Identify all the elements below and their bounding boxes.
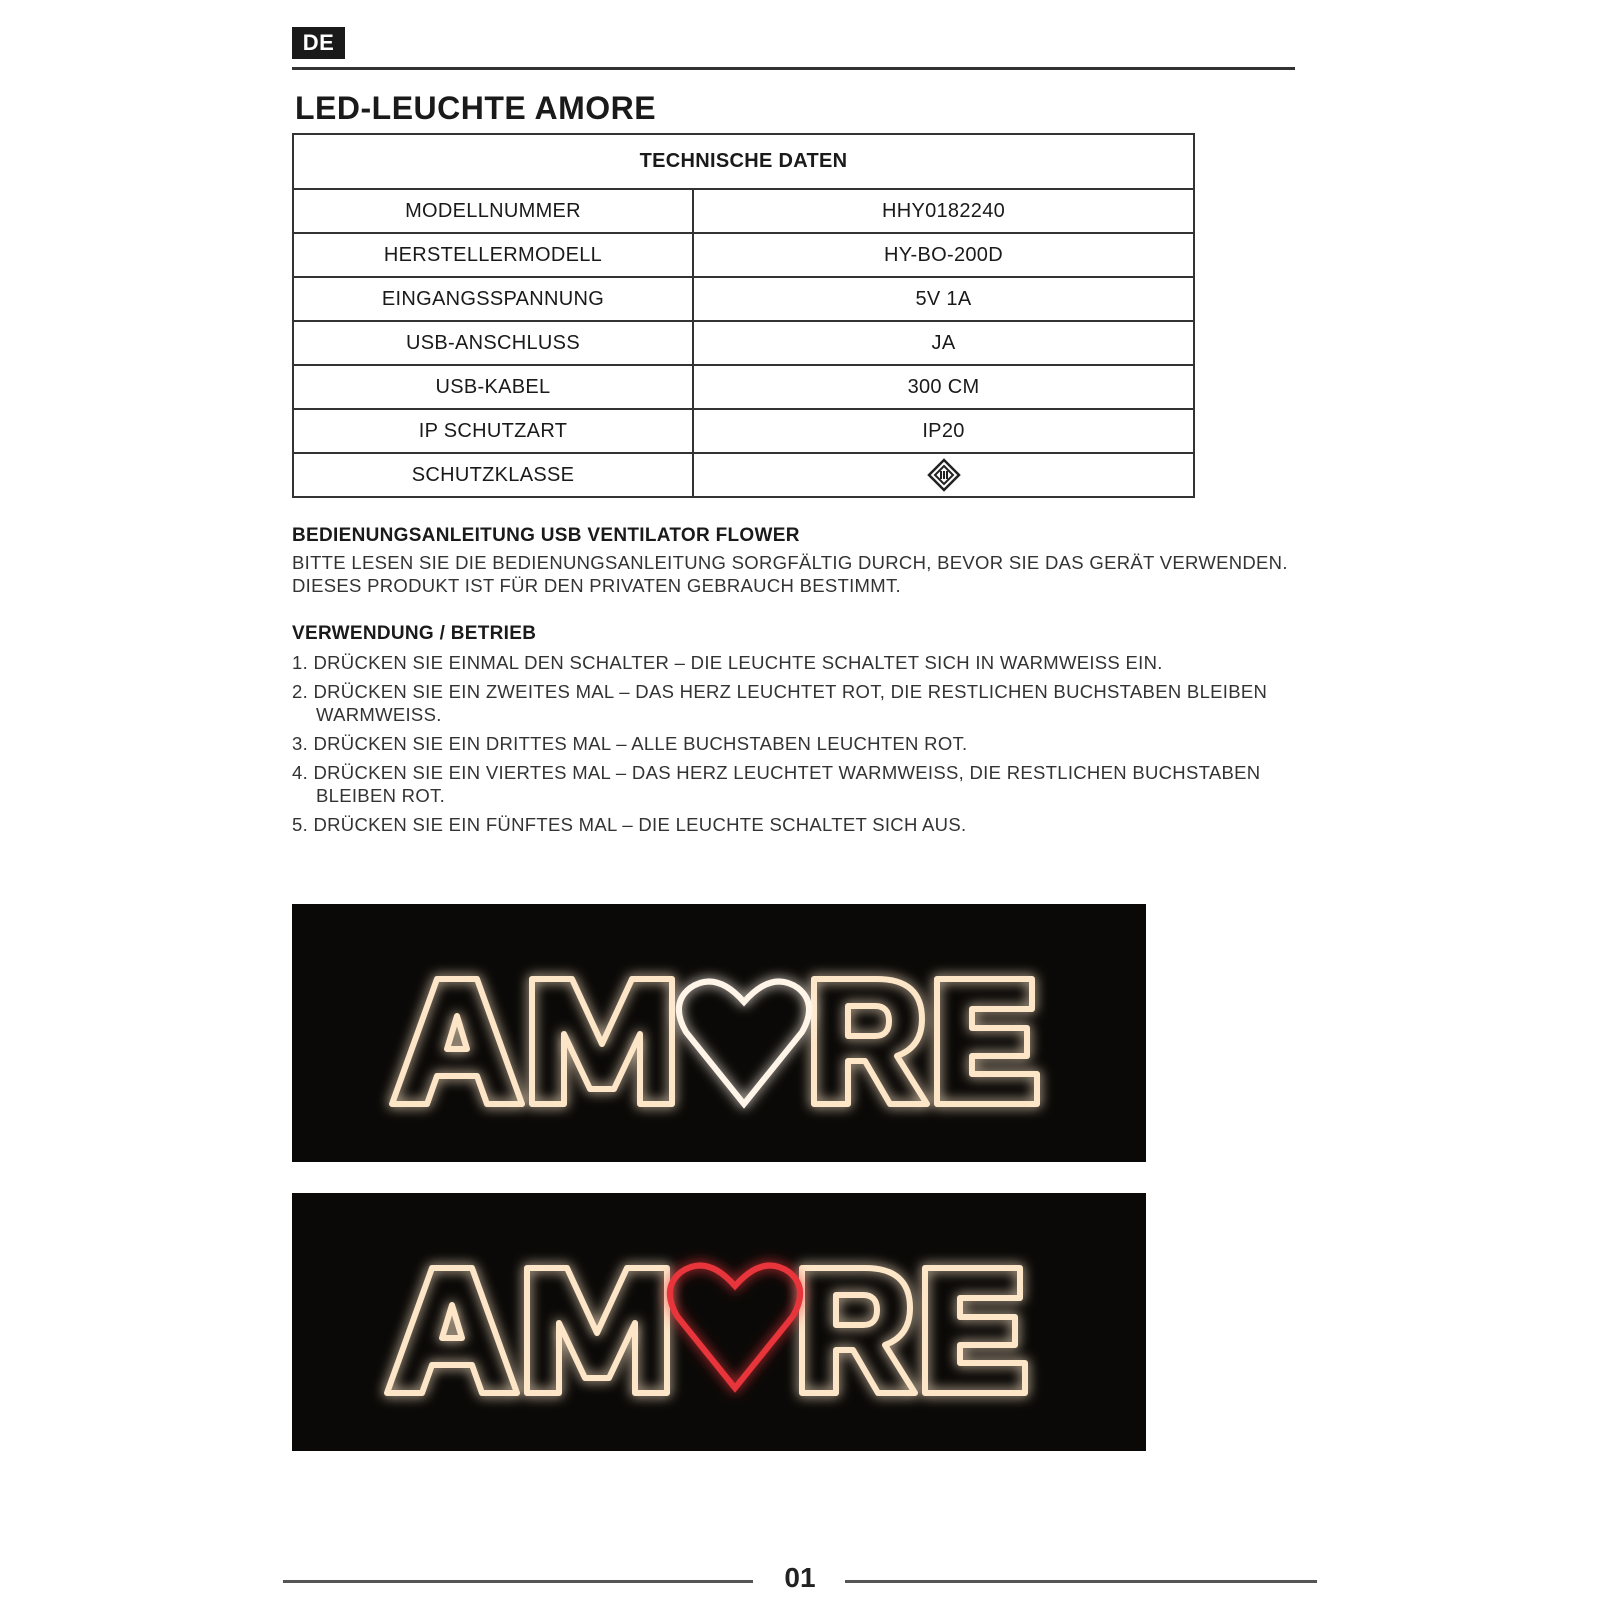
spec-value: 5V 1A xyxy=(693,277,1194,321)
amore-neon-image xyxy=(292,1193,1146,1451)
usage-steps xyxy=(292,651,1302,836)
list-item: 3. DRÜCKEN SIE EIN DRITTES MAL – ALLE BUCHSTABEN LEUCHTEN ROT. xyxy=(292,733,968,754)
manual-text: BITTE LESEN SIE DIE BEDIENUNGSANLEITUNG SORGFÄLTIG DURCH, BEVOR SIE DAS GERÄT VERWENDEN. DIESES PRODUKT IST FÜR DEN PRIVATEN GEBRAUCH BESTIMMT. xyxy=(292,552,1288,596)
usage-heading: VERWENDUNG / BETRIEB xyxy=(292,623,537,644)
spec-label: EINGANGSSPANNUNG xyxy=(293,277,693,321)
table-row xyxy=(293,453,1194,497)
spec-value: 300 CM xyxy=(693,365,1194,409)
list-item: 4. DRÜCKEN SIE EIN VIERTES MAL – DAS HERZ LEUCHTET WARMWEISS, DIE RESTLICHEN BUCHSTABEN BLEIBEN ROT. xyxy=(292,762,1261,806)
table-row xyxy=(293,277,1194,321)
manual-heading: BEDIENUNGSANLEITUNG USB VENTILATOR FLOWER xyxy=(292,525,800,546)
table-row xyxy=(293,189,1194,233)
protection-class-iii-icon xyxy=(927,458,961,492)
language-badge: DE xyxy=(292,27,345,59)
spec-label: IP SCHUTZART xyxy=(293,409,693,453)
spec-label: USB-ANSCHLUSS xyxy=(293,321,693,365)
page-title: LED-LEUCHTE AMORE xyxy=(295,90,657,126)
spec-label: SCHUTZKLASSE xyxy=(293,453,693,497)
amore-neon-image xyxy=(292,904,1146,1162)
list-item: 2. DRÜCKEN SIE EIN ZWEITES MAL – DAS HERZ LEUCHTET ROT, DIE RESTLICHEN BUCHSTABEN BLEIBEN WARMWEISS. xyxy=(292,681,1268,725)
spec-value: HHY0182240 xyxy=(693,189,1194,233)
spec-label: HERSTELLERMODELL xyxy=(293,233,693,277)
table-row xyxy=(293,321,1194,365)
amore-neon-photo-red-heart xyxy=(292,1193,1146,1451)
footer-divider-right xyxy=(845,1580,1317,1583)
list-item: 1. DRÜCKEN SIE EINMAL DEN SCHALTER – DIE LEUCHTE SCHALTET SICH IN WARMWEISS EIN. xyxy=(292,652,1163,673)
table-row xyxy=(293,365,1194,409)
header-divider xyxy=(292,67,1295,70)
spec-table xyxy=(292,133,1195,498)
spec-label: MODELLNUMMER xyxy=(293,189,693,233)
spec-value: JA xyxy=(693,321,1194,365)
spec-value xyxy=(693,453,1194,497)
amore-neon-photo-warmwhite xyxy=(292,904,1146,1162)
spec-value: HY-BO-200D xyxy=(693,233,1194,277)
page-number: 01 xyxy=(784,1562,816,1593)
table-row xyxy=(293,409,1194,453)
footer-divider-left xyxy=(283,1580,753,1583)
usage-section xyxy=(292,622,1302,842)
spec-value: IP20 xyxy=(693,409,1194,453)
list-item: 5. DRÜCKEN SIE EIN FÜNFTES MAL – DIE LEUCHTE SCHALTET SICH AUS. xyxy=(292,814,967,835)
manual-section xyxy=(292,524,1302,597)
spec-table-heading: TECHNISCHE DATEN xyxy=(293,134,1194,189)
table-row xyxy=(293,233,1194,277)
spec-label: USB-KABEL xyxy=(293,365,693,409)
